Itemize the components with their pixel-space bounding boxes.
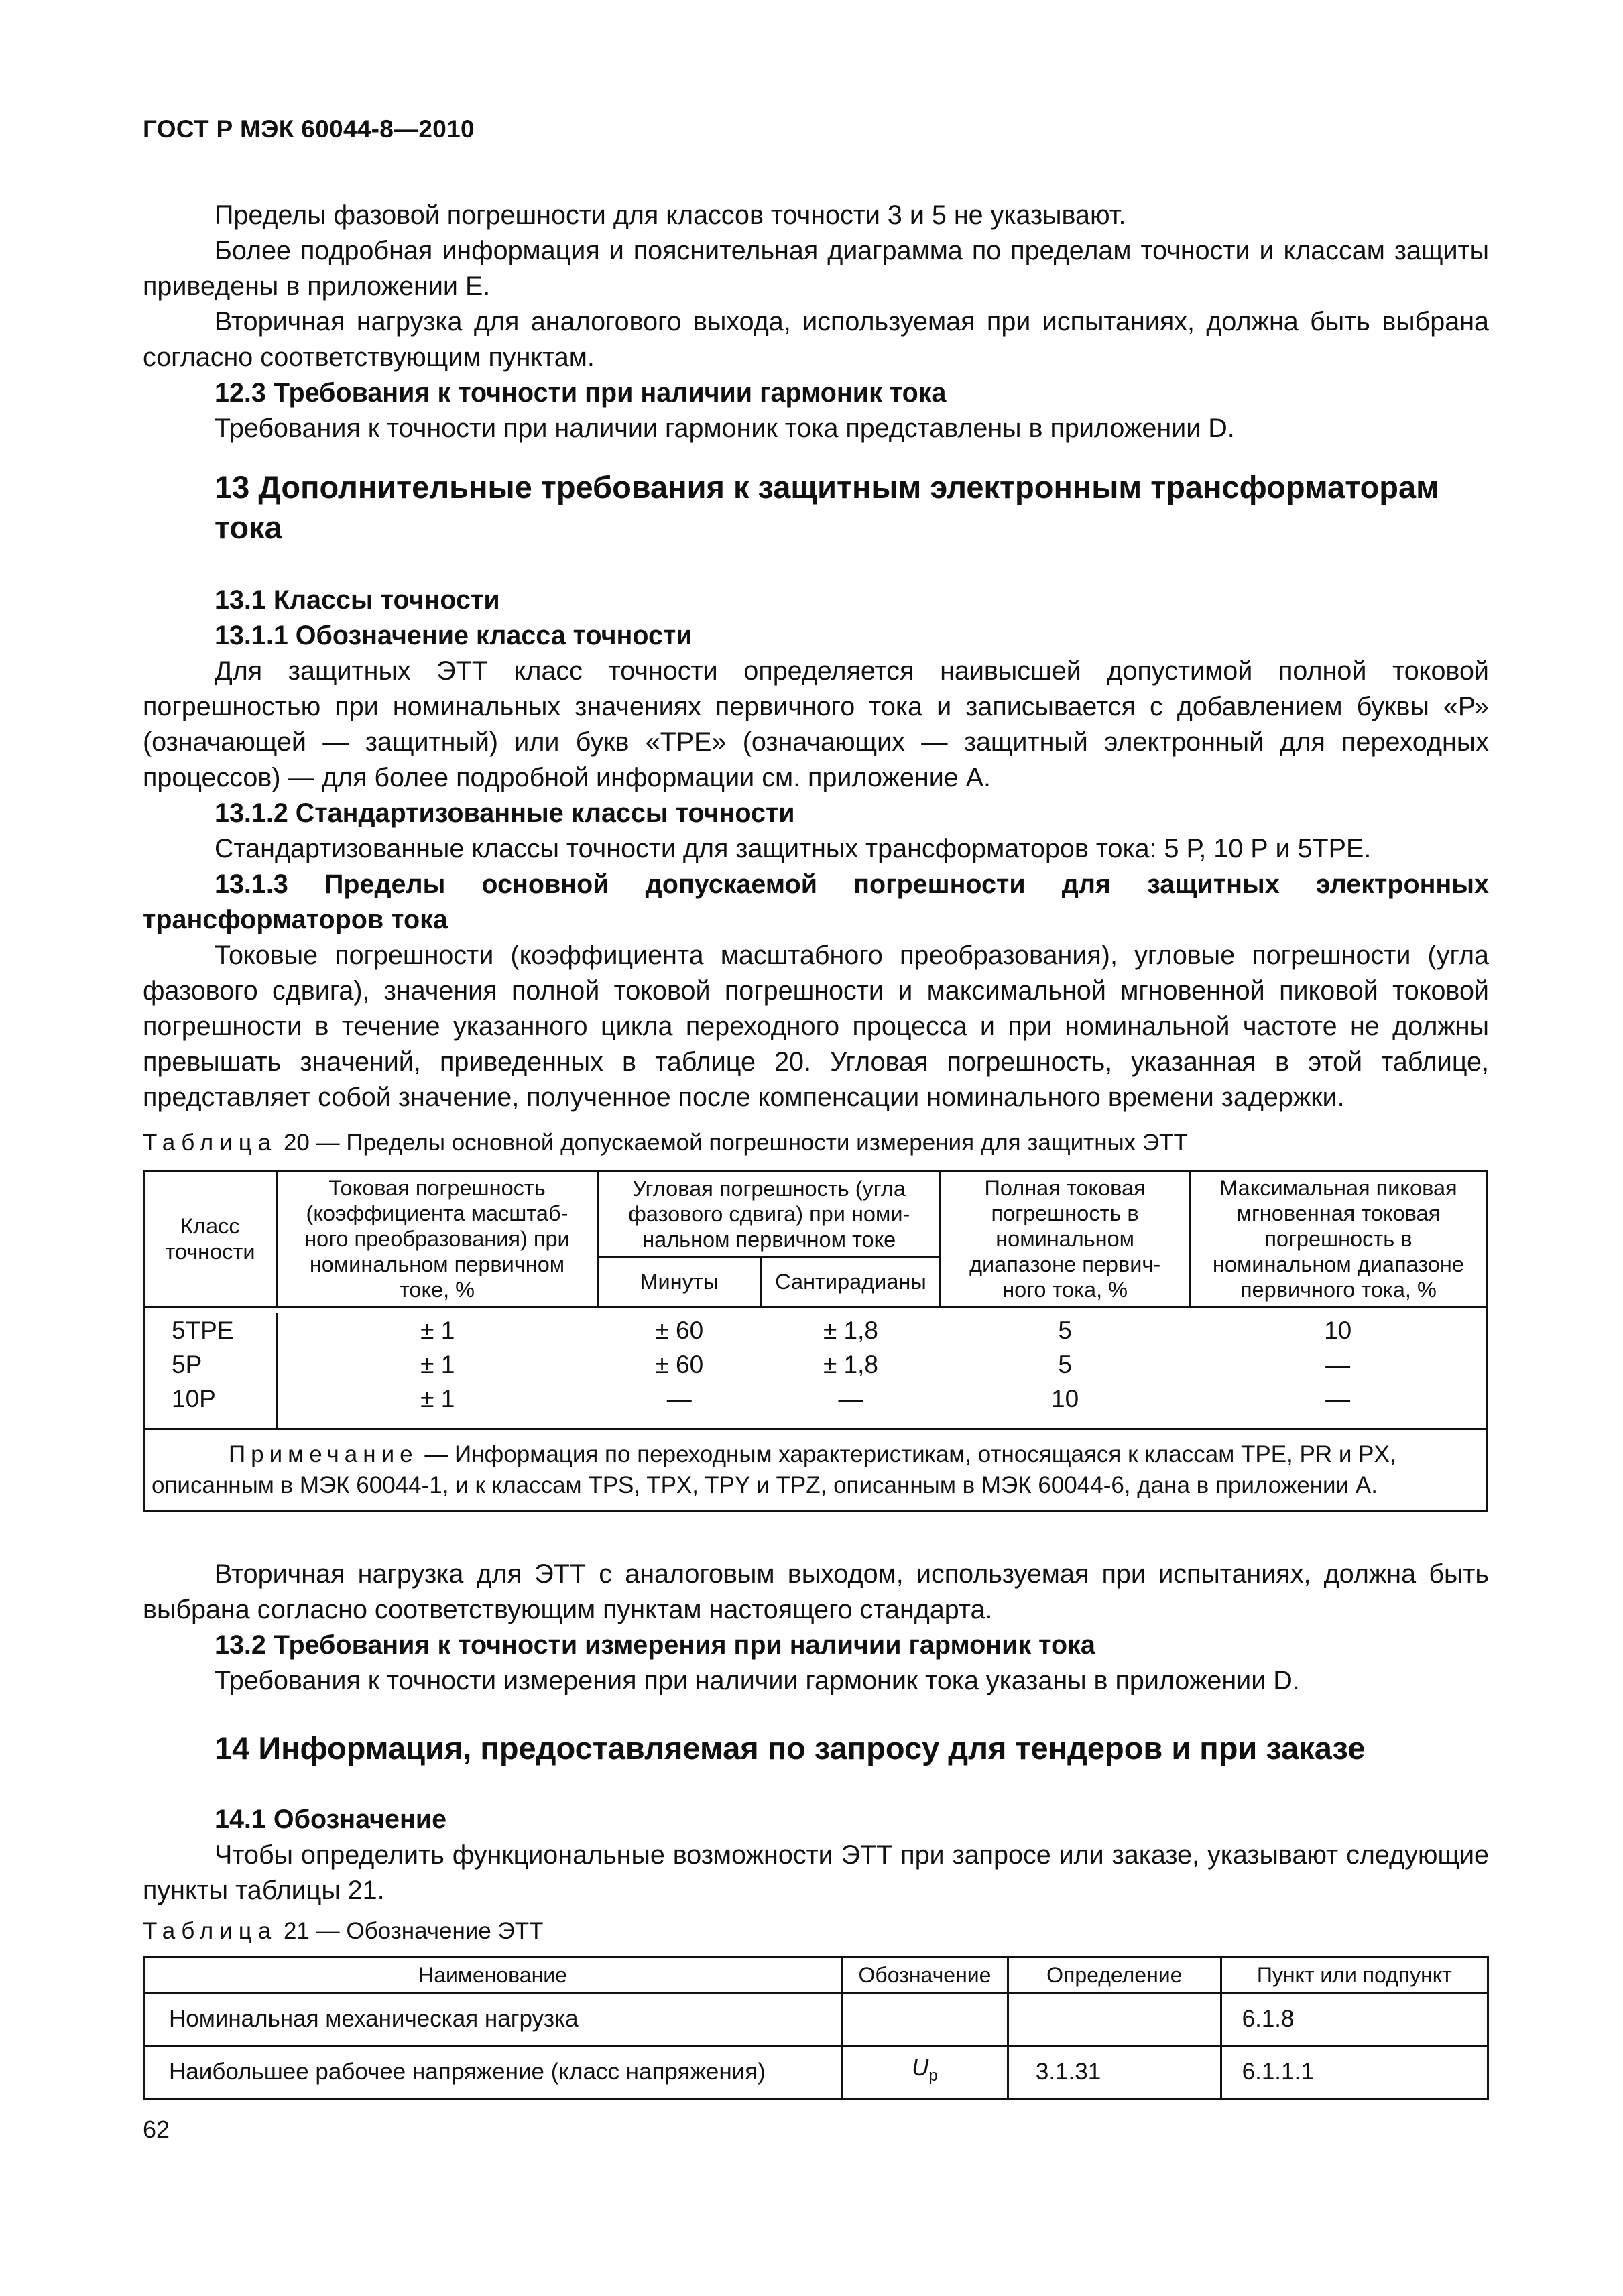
cell-definition: 3.1.31 — [1008, 2046, 1221, 2099]
cell-class: 5TPE — [144, 1313, 277, 1347]
caption-word: Таблица — [143, 1918, 278, 1944]
standard-header: ГОСТ Р МЭК 60044-8—2010 — [143, 115, 475, 143]
header-peak-error: Максимальная пиковая мгновенная токовая погрешность в номинальном диапазоне первичного тока, % — [1189, 1171, 1487, 1307]
table-note — [144, 1429, 1488, 1512]
subsection-title-14-1: 14.1 Обозначение — [215, 1805, 447, 1834]
cell-centiradians: ± 1,8 — [823, 1351, 878, 1378]
cell-current: ± 1 — [276, 1347, 597, 1382]
paragraph: Вторичная нагрузка для аналогового выхода, используемая при испытаниях, должна быть выбрана согласно соответствующим пунктам. — [143, 307, 1489, 372]
caption-word: Таблица — [143, 1130, 278, 1156]
top-text-block — [143, 198, 1489, 446]
paragraph: Вторичная нагрузка для ЭТТ с аналоговым выходом, используемая при испытаниях, должна быть выбрана согласно соответствующим пунктам настоящего стандарта. — [143, 1559, 1489, 1624]
paragraph: Требования к точности измерения при наличии гармоник тока указаны в приложении D. — [215, 1666, 1300, 1695]
cell-centiradians: ± 1,8 — [823, 1317, 878, 1344]
subsection-title-13-1-1: 13.1.1 Обозначение класса точности — [215, 621, 693, 650]
cell-composite: 5 — [1058, 1351, 1072, 1378]
header-centiradians: Сантирадианы — [761, 1257, 941, 1307]
paragraph: Пределы фазовой погрешности для классов точности 3 и 5 не указывают. — [215, 200, 1126, 230]
cell-composite: 10 — [1051, 1385, 1079, 1412]
header-clause: Пункт или подпункт — [1221, 1957, 1488, 1993]
caption-text: 20 — Пределы основной допускаемой погрешности измерения для защитных ЭТТ — [283, 1130, 1188, 1156]
cell-name: Наибольшее рабочее напряжение (класс напряжения) — [144, 2046, 842, 2099]
cell-minutes: ± 60 — [655, 1351, 704, 1378]
cell-current: ± 1 — [276, 1382, 597, 1429]
subsection-title-13-2: 13.2 Требования к точности измерения при наличии гармоник тока — [215, 1630, 1095, 1660]
table-21 — [143, 1956, 1489, 2100]
header-angle-error: Угловая погрешность (угла фазового сдвига) при номинальном первичном токе — [598, 1171, 941, 1258]
table-row — [144, 1382, 1488, 1429]
subsection-title-13-1: 13.1 Классы точности — [215, 585, 500, 615]
subsection-title-13-1-2: 13.1.2 Стандартизованные классы точности — [215, 798, 795, 828]
header-minutes: Минуты — [598, 1257, 761, 1307]
cell-class: 5P — [144, 1347, 277, 1382]
note-word: Примечание — [229, 1441, 418, 1467]
paragraph: Более подробная информация и пояснительная диаграмма по пределам точности и классам защиты приведены в приложении Е. — [143, 236, 1489, 301]
note-text: — Информация по переходным характеристикам, относящаяся к классам TPE, PR и PX, описанным в МЭК 60044-1, и к классам TPS, TPX, TPY и TPZ, описанным в МЭК 60044-6, дана в приложении А. — [152, 1441, 1396, 1498]
header-symbol: Обозначение — [842, 1957, 1008, 1993]
table-row — [144, 1313, 1488, 1347]
subsection-title-12-3: 12.3 Требования к точности при наличии гармоник тока — [215, 378, 947, 408]
cell-minutes: — — [666, 1385, 692, 1412]
table-21-caption — [143, 1916, 1489, 1947]
after-table-20-text — [143, 1557, 1489, 1699]
header-composite-error: Полная токовая погрешность в номинальном диапазоне первичного тока, % — [941, 1171, 1189, 1307]
cell-composite: 5 — [1058, 1317, 1072, 1344]
table-row — [144, 2046, 1488, 2099]
paragraph: Токовые погрешности (коэффициента масштабного преобразования), угловые погрешности (угла фазового сдвига), значения полной токовой погрешности и максимальной мгновенной пиковой токовой погрешности в течение указанного цикла переходного процесса и при номинальной частоте не должны превышать значений, приведенных в таблице 20. Угловая погрешность, указанная в этой таблице, представляет собой значение, полученное после компенсации номинального времени задержки. — [143, 941, 1489, 1112]
section-14-body — [143, 1802, 1489, 1909]
cell-peak: — — [1189, 1382, 1487, 1429]
paragraph: Стандартизованные классы точности для защитных трансформаторов тока: 5 Р, 10 Р и 5ТРЕ. — [215, 834, 1372, 863]
header-class: Класс точности — [144, 1171, 277, 1307]
header-current-error: Токовая погрешность (коэффициента масштабного преобразования) при номинальном первичном токе, % — [276, 1171, 597, 1307]
section-13-body — [143, 583, 1489, 1115]
paragraph: Чтобы определить функциональные возможности ЭТТ при запросе или заказе, указывают следующие пункты таблицы 21. — [143, 1840, 1489, 1905]
paragraph: Требования к точности при наличии гармоник тока представлены в приложении D. — [215, 414, 1235, 443]
section-13-title-block — [143, 467, 1489, 548]
cell-name: Номинальная механическая нагрузка — [144, 1993, 842, 2046]
cell-centiradians: — — [838, 1385, 863, 1412]
subsection-title-13-1-3: 13.1.3 Пределы основной допускаемой погрешности для защитных электронных трансформаторов тока — [143, 869, 1489, 934]
cell-peak: — — [1189, 1347, 1487, 1382]
page-number: 62 — [143, 2116, 170, 2143]
caption-text: 21 — Обозначение ЭТТ — [283, 1918, 544, 1944]
section-title-14: 14 Информация, предоставляемая по запросу для тендеров и при заказе — [215, 1730, 1366, 1766]
table-20-caption — [143, 1128, 1489, 1158]
table-20 — [143, 1170, 1488, 1512]
table-row — [144, 1347, 1488, 1382]
paragraph: Для защитных ЭТТ класс точности определяется наивысшей допустимой полной токовой погрешностью при номинальных значениях первичного тока и записывается с добавлением буквы «Р» (означающей — защитный) или букв «ТРЕ» (означающих — защитный электронный для переходных процессов) — для более подробной информации см. приложение А. — [143, 656, 1489, 792]
cell-definition — [1008, 1993, 1221, 2046]
cell-class: 10P — [144, 1382, 277, 1429]
cell-minutes: ± 60 — [655, 1317, 704, 1344]
header-name: Наименование — [144, 1957, 842, 1993]
cell-symbol — [842, 1993, 1008, 2046]
section-14-title-block — [143, 1728, 1489, 1768]
table-row — [144, 1993, 1488, 2046]
cell-clause: 6.1.8 — [1221, 1993, 1488, 2046]
cell-peak: 10 — [1189, 1313, 1487, 1347]
header-definition: Определение — [1008, 1957, 1221, 1993]
section-title-13: 13 Дополнительные требования к защитным электронным трансформаторам тока — [215, 469, 1439, 545]
cell-current: ± 1 — [276, 1313, 597, 1347]
cell-symbol: $U_p$ — [842, 2046, 1008, 2099]
cell-clause: 6.1.1.1 — [1221, 2046, 1488, 2099]
